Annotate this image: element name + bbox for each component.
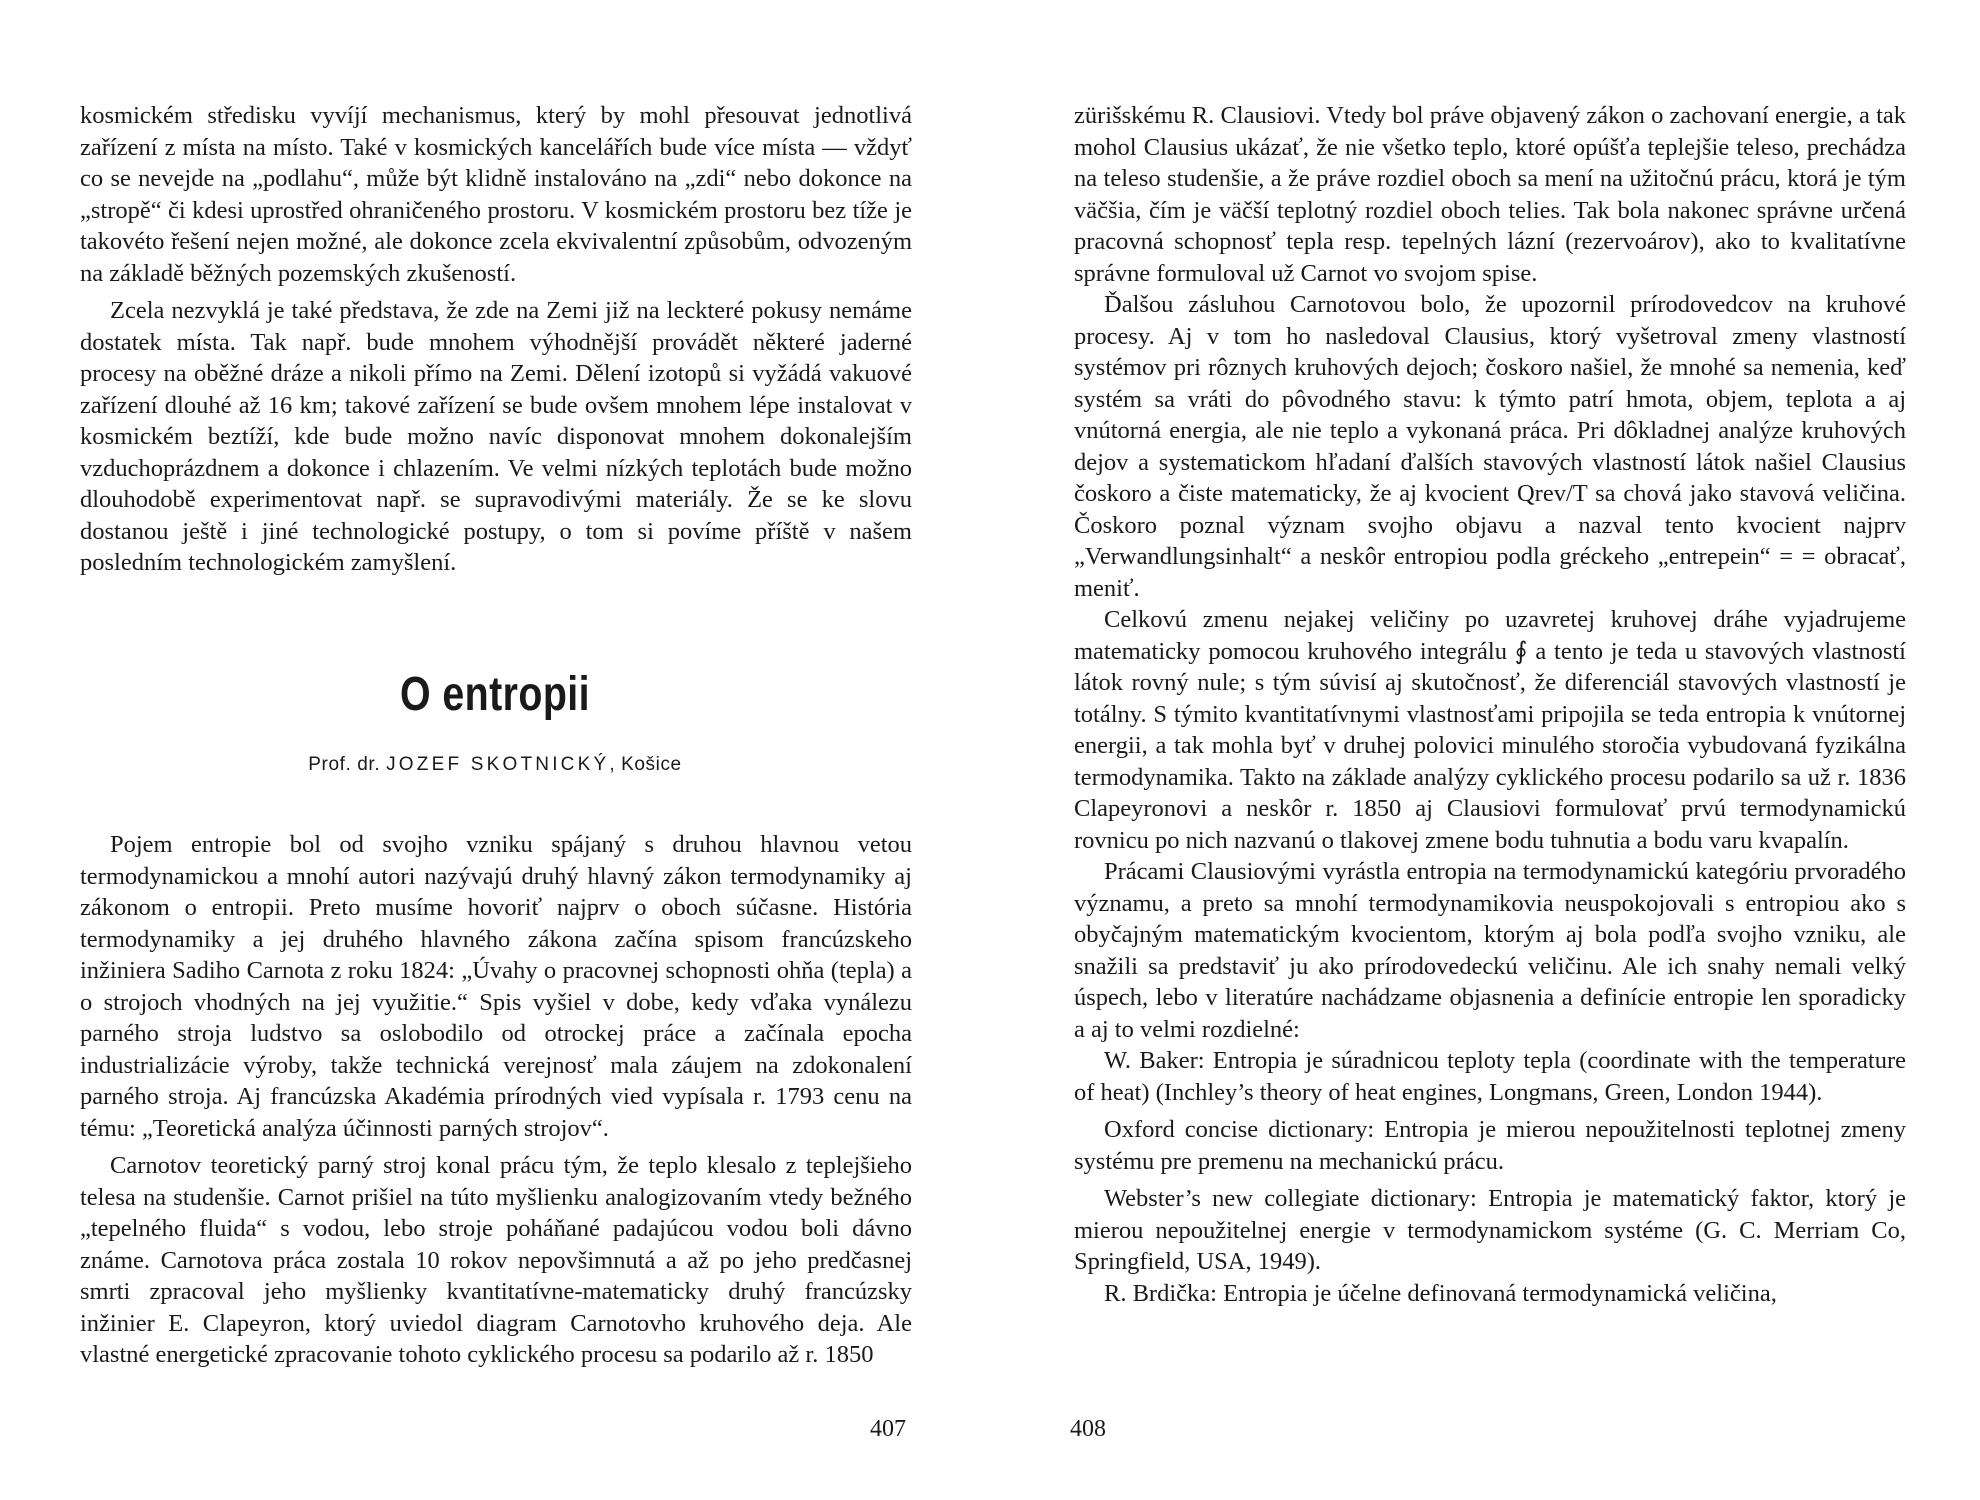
right-page — [990, 0, 1980, 1500]
paragraph: R. Brdička: Entropia je účelne definovaná termodynamická veličina, — [1104, 1279, 1777, 1307]
author-city: , Košice — [609, 754, 682, 775]
paragraph: Prácami Clausiovými vyrástla entropia na termodynamickú kategóriu prvoradého významu, a preto sa mnohí termodynamikovia neuspokojovali s entropiou ako s obyčajným matematickým kvocientom, ktorým aj bola podľa svojho vzniku, ale snažili sa predstaviť ju ako prírodovedeckú veličinu. Ale ich snahy nemali velký úspech, lebo v literatúre nachádzame objasnenia a definície entropie len sporadicky a aj to velmi rozdielné: — [1074, 858, 1906, 1043]
page-number: 408 — [1070, 1416, 1106, 1442]
page-number: 407 — [870, 1416, 906, 1442]
author-prefix: Prof. dr. — [308, 754, 381, 775]
author-name: JOZEF SKOTNICKÝ — [386, 754, 610, 775]
left-article-text — [80, 829, 912, 1371]
paragraph: Pojem entropie bol od svojho vzniku spájaný s druhou hlavnou vetou termodynamickou a mnohí autori nazývajú druhý hlavný zákon termodynamiky aj zákonom o entropii. Preto musíme hovoriť najprv o oboch súčasne. História termodynamiky a jej druhého hlavného zákona začína spisom francúzskeho inžiniera Sadiho Carnota z roku 1824: „Úvahy o pracovnej schopnosti ohňa (tepla) a o strojoch vhodných na jej využitie.“ Spis vyšiel v dobe, kedy vďaka vynálezu parného stroja ludstvo sa oslobodilo od otrockej práce a začínala epocha industrializácie výroby, takže technická verejnosť mala záujem na zdokonalení parného stroja. Aj francúzska Akadémia prírodných vied vypísala r. 1793 cenu na tému: „Teoretická analýza účinnosti parných strojov“. — [80, 831, 912, 1142]
article-author — [0, 754, 990, 776]
paragraph: zürišskému R. Clausiovi. Vtedy bol práve objavený zákon o zachovaní energie, a tak mohol Clausius ukázať, že nie všetko teplo, ktoré opúšťa teplejšie teleso, prechádza na teleso studenšie, a že práve rozdiel oboch sa mení na užitočnú prácu, ktorá je tým väčšia, čím je väčší teplotný rozdiel oboch telies. Tak bola nakonec správne určená pracovná schopnosť tepla resp. tepelných lázní (rezervoárov), ako to kvalitatívne správne formuloval už Carnot vo svojom spise. — [1074, 102, 1906, 287]
article-title: O entropii — [400, 668, 590, 721]
paragraph: Webster’s new collegiate dictionary: Entropia je matematický faktor, ktorý je mierou nepoužitelnej energie v termodynamickom systéme (G. C. Merriam Co, Springfield, USA, 1949). — [1074, 1185, 1906, 1275]
right-article-text — [1074, 100, 1906, 1309]
paragraph: W. Baker: Entropia je súradnicou teploty tepla (coordinate with the temperature of heat) (Inchley’s theory of heat engines, Longmans, Green, London 1944). — [1074, 1047, 1906, 1106]
paragraph: Celkovú zmenu nejakej veličiny po uzavretej kruhovej dráhe vyjadrujeme matematicky pomocou kruhového integrálu ∮ a tento je teda u stavových vlastností látok rovný nule; s tým súvisí aj skutočnosť, že diferenciál stavových vlastností je totálny. S týmito kvantitatívnymi vlastnosťami pripojila se teda entropia k vnútornej energii, a tak mohla byť v druhej polovici minulého storočia vybudovaná fyzikálna termodynamika. Takto na základe analýzy cyklického procesu podarilo sa už r. 1836 Clapeyronovi a neskôr r. 1850 aj Clausiovi formulovať prvú termodynamickú rovnicu po nich nazvanú o tlakovej zmene bodu tuhnutia a bodu varu kvapalín. — [1074, 606, 1906, 854]
paragraph: kosmickém středisku vyvíjí mechanismus, který by mohl přesouvat jednotlivá zařízení z místa na místo. Také v kosmických kancelářích bude více místa — vždyť co se nevejde na „podlahu“, může být klidně instalováno na „zdi“ nebo dokonce na „stropě“ či kdesi uprostřed ohraničeného prostoru. V kosmickém prostoru bez tíže je takovéto řešení nejen možné, ale dokonce zcela ekvivalentní způsobům, odvozeným na základě běžných pozemských zkušeností. — [80, 102, 912, 287]
paragraph: Oxford concise dictionary: Entropia je mierou nepoužitelnosti teplotnej zmeny systému pre premenu na mechanickú prácu. — [1074, 1116, 1906, 1175]
paragraph: Ďalšou zásluhou Carnotovou bolo, že upozornil prírodovedcov na kruhové procesy. Aj v tom ho nasledoval Clausius, ktorý vyšetroval zmeny vlastností systémov pri rôznych kruhových dejoch; čoskoro našiel, že mnohé sa nemenia, keď systém sa vráti do pôvodného stavu: k týmto patrí hmota, objem, teplota a aj vnútorná energia, ale nie teplo a vykonaná práca. Pri dôkladnej analýze kruhových dejov a systematickom hľadaní ďalších stavových vlastností látok našiel Clausius čoskoro a čiste matematicky, že aj kvocient Qrev/T sa chová jako stavová veličina. Čoskoro poznal význam svojho objavu a nazval tento kvocient najprv „Verwandlungsinhalt“ a neskôr entropiou podla gréckeho „entrepein“ = = obracať, meniť. — [1074, 291, 1906, 602]
paragraph: Carnotov teoretický parný stroj konal prácu tým, že teplo klesalo z teplejšieho telesa na studenšie. Carnot prišiel na túto myšlienku analogizovaním vtedy bežného „tepelného fluida“ s vodou, lebo stroje poháňané padajúcou vodou boli dávno známe. Carnotova práca zostala 10 rokov nepovšimnutá a až po jeho predčasnej smrti zpracoval jeho myšlienky kvantitatívne-matematicky druhý francúzsky inžinier E. Clapeyron, ktorý uviedol diagram Carnotovho kruhového deja. Ale vlastné energetické zpracovanie tohoto cyklického procesu sa podarilo až r. 1850 — [80, 1152, 912, 1368]
paragraph: Zcela nezvyklá je také představa, že zde na Zemi již na leckteré pokusy nemáme dostatek místa. Tak např. bude mnohem výhodnější provádět některé jaderné procesy na oběžné dráze a nikoli přímo na Zemi. Dělení izotopů si vyžádá vakuové zařízení dlouhé až 16 km; takové zařízení se bude ovšem mnohem lépe instalovat v kosmickém beztíží, kde bude možno navíc disponovat mnohem dokonalejším vzduchoprázdnem a dokonce i chlazením. Ve velmi nízkých teplotách bude možno dlouhodobě experimentovat např. se supravodivými materiály. Že se ke slovu dostanou ještě i jiné technologické postupy, o tom si povíme příště v našem posledním technologickém zamyšlení. — [80, 297, 912, 576]
left-top-text — [80, 100, 912, 579]
